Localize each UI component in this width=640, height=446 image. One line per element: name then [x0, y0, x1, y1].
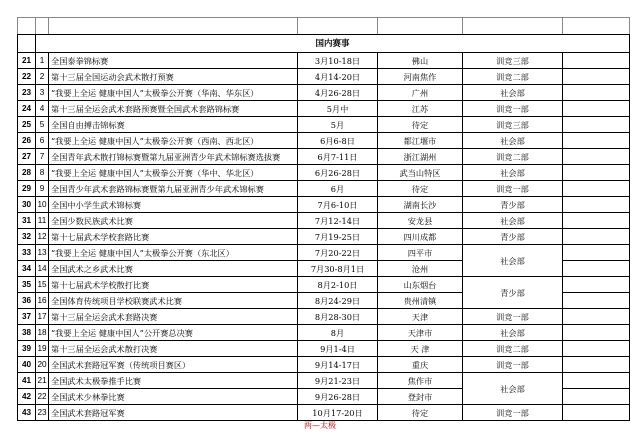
table-row — [18, 373, 630, 389]
organizer-department: 训竞二部 — [463, 69, 563, 85]
table-row — [18, 405, 630, 421]
row-number: 24 — [18, 101, 36, 117]
sequence-number: 7 — [36, 149, 49, 165]
event-date: 9月1-4日 — [298, 341, 378, 357]
table-row — [18, 85, 630, 101]
event-date: 9月14-17日 — [298, 357, 378, 373]
table-row — [18, 341, 630, 357]
organizer-department: 青少部 — [463, 277, 563, 309]
event-date: 8月28-30日 — [298, 309, 378, 325]
cell — [18, 18, 36, 35]
row-number: 29 — [18, 181, 36, 197]
sequence-number: 1 — [36, 53, 49, 69]
table-row — [18, 197, 630, 213]
sequence-number: 10 — [36, 197, 49, 213]
event-name: “我要上全运 健康中国人”太极拳公开赛（西南、西北区） — [49, 133, 298, 149]
event-name: 全国武术套路冠军赛 — [49, 405, 298, 421]
row-number: 35 — [18, 277, 36, 293]
sequence-number: 23 — [36, 405, 49, 421]
event-date: 7月6-10日 — [298, 197, 378, 213]
event-date: 6月26-28日 — [298, 165, 378, 181]
event-name: 第十七届武术学校套路比赛 — [49, 229, 298, 245]
cell — [298, 18, 378, 35]
table-row — [18, 357, 630, 373]
row-number: 40 — [18, 357, 36, 373]
event-date: 8月 — [298, 325, 378, 341]
sequence-number: 21 — [36, 373, 49, 389]
cell — [563, 181, 630, 197]
sequence-number: 18 — [36, 325, 49, 341]
cell — [36, 18, 49, 35]
event-date: 7月30-8月1日 — [298, 261, 378, 277]
organizer-department: 青少部 — [463, 197, 563, 213]
header-row — [18, 35, 630, 53]
cell — [563, 277, 630, 293]
event-location: 山东烟台 — [378, 277, 463, 293]
row-number: 28 — [18, 165, 36, 181]
event-location: 湖南长沙 — [378, 197, 463, 213]
cell — [563, 389, 630, 405]
row-number: 32 — [18, 229, 36, 245]
row-number: 36 — [18, 293, 36, 309]
table-row — [18, 229, 630, 245]
cell — [563, 309, 630, 325]
cell — [563, 357, 630, 373]
table-row — [18, 181, 630, 197]
sequence-number: 9 — [36, 181, 49, 197]
event-location: 江苏 — [378, 101, 463, 117]
event-name: 第十三届全运会武术散打决赛 — [49, 341, 298, 357]
event-name: 全国武术之乡武术比赛 — [49, 261, 298, 277]
sequence-number: 14 — [36, 261, 49, 277]
organizer-department: 社会部 — [463, 165, 563, 181]
cell — [563, 197, 630, 213]
event-location: 待定 — [378, 405, 463, 421]
event-name: 全国体育传统项目学校联赛武术比赛 — [49, 293, 298, 309]
row-number: 33 — [18, 245, 36, 261]
event-location: 焦作市 — [378, 373, 463, 389]
table-row — [18, 53, 630, 69]
event-date: 7月12-14日 — [298, 213, 378, 229]
event-location: 浙江湖州 — [378, 149, 463, 165]
organizer-department: 青少部 — [463, 229, 563, 245]
organizer-department: 训竞一部 — [463, 357, 563, 373]
event-location: 天 津 — [378, 341, 463, 357]
event-location: 河南焦作 — [378, 69, 463, 85]
cell — [563, 213, 630, 229]
event-location: 都江堰市 — [378, 133, 463, 149]
event-name: 全国中小学生武术锦标赛 — [49, 197, 298, 213]
cell — [563, 229, 630, 245]
cell — [563, 325, 630, 341]
cell — [18, 35, 36, 53]
event-location: 佛山 — [378, 53, 463, 69]
sheet-tab-label: 两—太极 — [304, 421, 336, 430]
event-location: 广州 — [378, 85, 463, 101]
cell — [563, 117, 630, 133]
table-row — [18, 149, 630, 165]
cell — [563, 53, 630, 69]
row-number: 22 — [18, 69, 36, 85]
event-name: 全国青少年武术套路锦标赛暨第九届亚洲青少年武术锦标赛 — [49, 181, 298, 197]
table-row — [18, 133, 630, 149]
table-row — [18, 277, 630, 293]
organizer-department: 训竞一部 — [463, 309, 563, 325]
sequence-number: 3 — [36, 85, 49, 101]
event-location: 武当山特区 — [378, 165, 463, 181]
organizer-department: 社会部 — [463, 85, 563, 101]
table-row — [18, 245, 630, 261]
event-name: “我要上全运 健康中国人”太极拳公开赛（华中、华北区） — [49, 165, 298, 181]
cell — [563, 85, 630, 101]
sequence-number: 5 — [36, 117, 49, 133]
organizer-department: 社会部 — [463, 325, 563, 341]
event-date: 4月26-28日 — [298, 85, 378, 101]
cell — [563, 165, 630, 181]
row-number: 34 — [18, 261, 36, 277]
table-row — [18, 165, 630, 181]
event-location: 登封市 — [378, 389, 463, 405]
table-row — [18, 69, 630, 85]
event-name: 全国少数民族武术比赛 — [49, 213, 298, 229]
organizer-department: 训竞二部 — [463, 341, 563, 357]
event-date: 8月2-10日 — [298, 277, 378, 293]
event-name: 全国武术太极拳推手比赛 — [49, 373, 298, 389]
event-date: 6月6-8日 — [298, 133, 378, 149]
table-row — [18, 325, 630, 341]
row-number: 42 — [18, 389, 36, 405]
row-number: 25 — [18, 117, 36, 133]
event-location: 贵州清镇 — [378, 293, 463, 309]
event-date: 8月24-29日 — [298, 293, 378, 309]
sequence-number: 17 — [36, 309, 49, 325]
row-number: 21 — [18, 53, 36, 69]
row-number: 26 — [18, 133, 36, 149]
sequence-number: 4 — [36, 101, 49, 117]
event-date: 9月26-28日 — [298, 389, 378, 405]
organizer-department: 训竞一部 — [463, 181, 563, 197]
event-location: 安龙县 — [378, 213, 463, 229]
event-name: 第十七届武术学校散打比赛 — [49, 277, 298, 293]
event-date: 6月7-11日 — [298, 149, 378, 165]
event-date: 7月20-22日 — [298, 245, 378, 261]
sequence-number: 20 — [36, 357, 49, 373]
event-date: 9月21-23日 — [298, 373, 378, 389]
row-number: 27 — [18, 149, 36, 165]
event-location: 待定 — [378, 117, 463, 133]
event-name: 全国自由搏击锦标赛 — [49, 117, 298, 133]
event-name: 全国泰拳锦标赛 — [49, 53, 298, 69]
cell — [563, 101, 630, 117]
sequence-number: 22 — [36, 389, 49, 405]
event-location: 沧州 — [378, 261, 463, 277]
event-name: 第十三届全运会武术套路决赛 — [49, 309, 298, 325]
event-location: 四川成都 — [378, 229, 463, 245]
cell — [563, 18, 630, 35]
sequence-number: 2 — [36, 69, 49, 85]
row-number: 41 — [18, 373, 36, 389]
sequence-number: 16 — [36, 293, 49, 309]
cell — [563, 341, 630, 357]
table-row — [18, 117, 630, 133]
event-location: 重庆 — [378, 357, 463, 373]
cell — [463, 18, 563, 35]
organizer-department: 社会部 — [463, 133, 563, 149]
cell — [563, 69, 630, 85]
event-name: 第十三届全国运动会武术散打预赛 — [49, 69, 298, 85]
table-row — [18, 309, 630, 325]
event-name: 全国青年武术散打锦标赛暨第九届亚洲青少年武术锦标赛选拔赛 — [49, 149, 298, 165]
cell — [563, 245, 630, 261]
sequence-number: 12 — [36, 229, 49, 245]
organizer-department: 社会部 — [463, 373, 563, 405]
event-location: 天津 — [378, 309, 463, 325]
event-name: “我要上全运 健康中国人”公开赛总决赛 — [49, 325, 298, 341]
event-date: 10月17-20日 — [298, 405, 378, 421]
sequence-number: 6 — [36, 133, 49, 149]
cell — [563, 405, 630, 421]
event-date: 6月 — [298, 181, 378, 197]
events-table — [17, 17, 630, 421]
sequence-number: 19 — [36, 341, 49, 357]
cell — [563, 133, 630, 149]
organizer-department: 训竞一部 — [463, 101, 563, 117]
event-location: 待定 — [378, 181, 463, 197]
row-number: 37 — [18, 309, 36, 325]
organizer-department: 社会部 — [463, 213, 563, 229]
spreadsheet-sheet — [17, 17, 629, 421]
organizer-department: 训竞三部 — [463, 53, 563, 69]
organizer-department: 训竞三部 — [463, 117, 563, 133]
row-number: 23 — [18, 85, 36, 101]
table-row — [18, 101, 630, 117]
event-name: 全国武术套路冠军赛（传统项目赛区） — [49, 357, 298, 373]
cell — [563, 373, 630, 389]
event-location: 四平市 — [378, 245, 463, 261]
cell — [378, 18, 463, 35]
organizer-department: 训竞一部 — [463, 405, 563, 421]
cell — [49, 18, 298, 35]
blank-top-row — [18, 18, 630, 35]
sequence-number: 11 — [36, 213, 49, 229]
event-date: 3月10-18日 — [298, 53, 378, 69]
organizer-department: 社会部 — [463, 245, 563, 277]
row-number: 39 — [18, 341, 36, 357]
sequence-number: 8 — [36, 165, 49, 181]
row-number: 31 — [18, 213, 36, 229]
event-date: 5月中 — [298, 101, 378, 117]
row-number: 38 — [18, 325, 36, 341]
event-name: “我要上全运 健康中国人”太极拳公开赛（东北区） — [49, 245, 298, 261]
row-number: 43 — [18, 405, 36, 421]
event-date: 4月14-20日 — [298, 69, 378, 85]
event-date: 5月 — [298, 117, 378, 133]
event-name: 全国武术少林拳比赛 — [49, 389, 298, 405]
event-name: “我要上全运 健康中国人”太极拳公开赛（华南、华东区） — [49, 85, 298, 101]
sequence-number: 15 — [36, 277, 49, 293]
sequence-number: 13 — [36, 245, 49, 261]
cell — [563, 149, 630, 165]
cell — [563, 261, 630, 277]
cell — [563, 293, 630, 309]
section-title: 国内赛事 — [36, 35, 630, 53]
event-name: 第十三届全运会武术套路预赛暨全国武术套路锦标赛 — [49, 101, 298, 117]
event-location: 天津市 — [378, 325, 463, 341]
table-row — [18, 213, 630, 229]
row-number: 30 — [18, 197, 36, 213]
organizer-department: 训竞二部 — [463, 149, 563, 165]
event-date: 7月19-25日 — [298, 229, 378, 245]
